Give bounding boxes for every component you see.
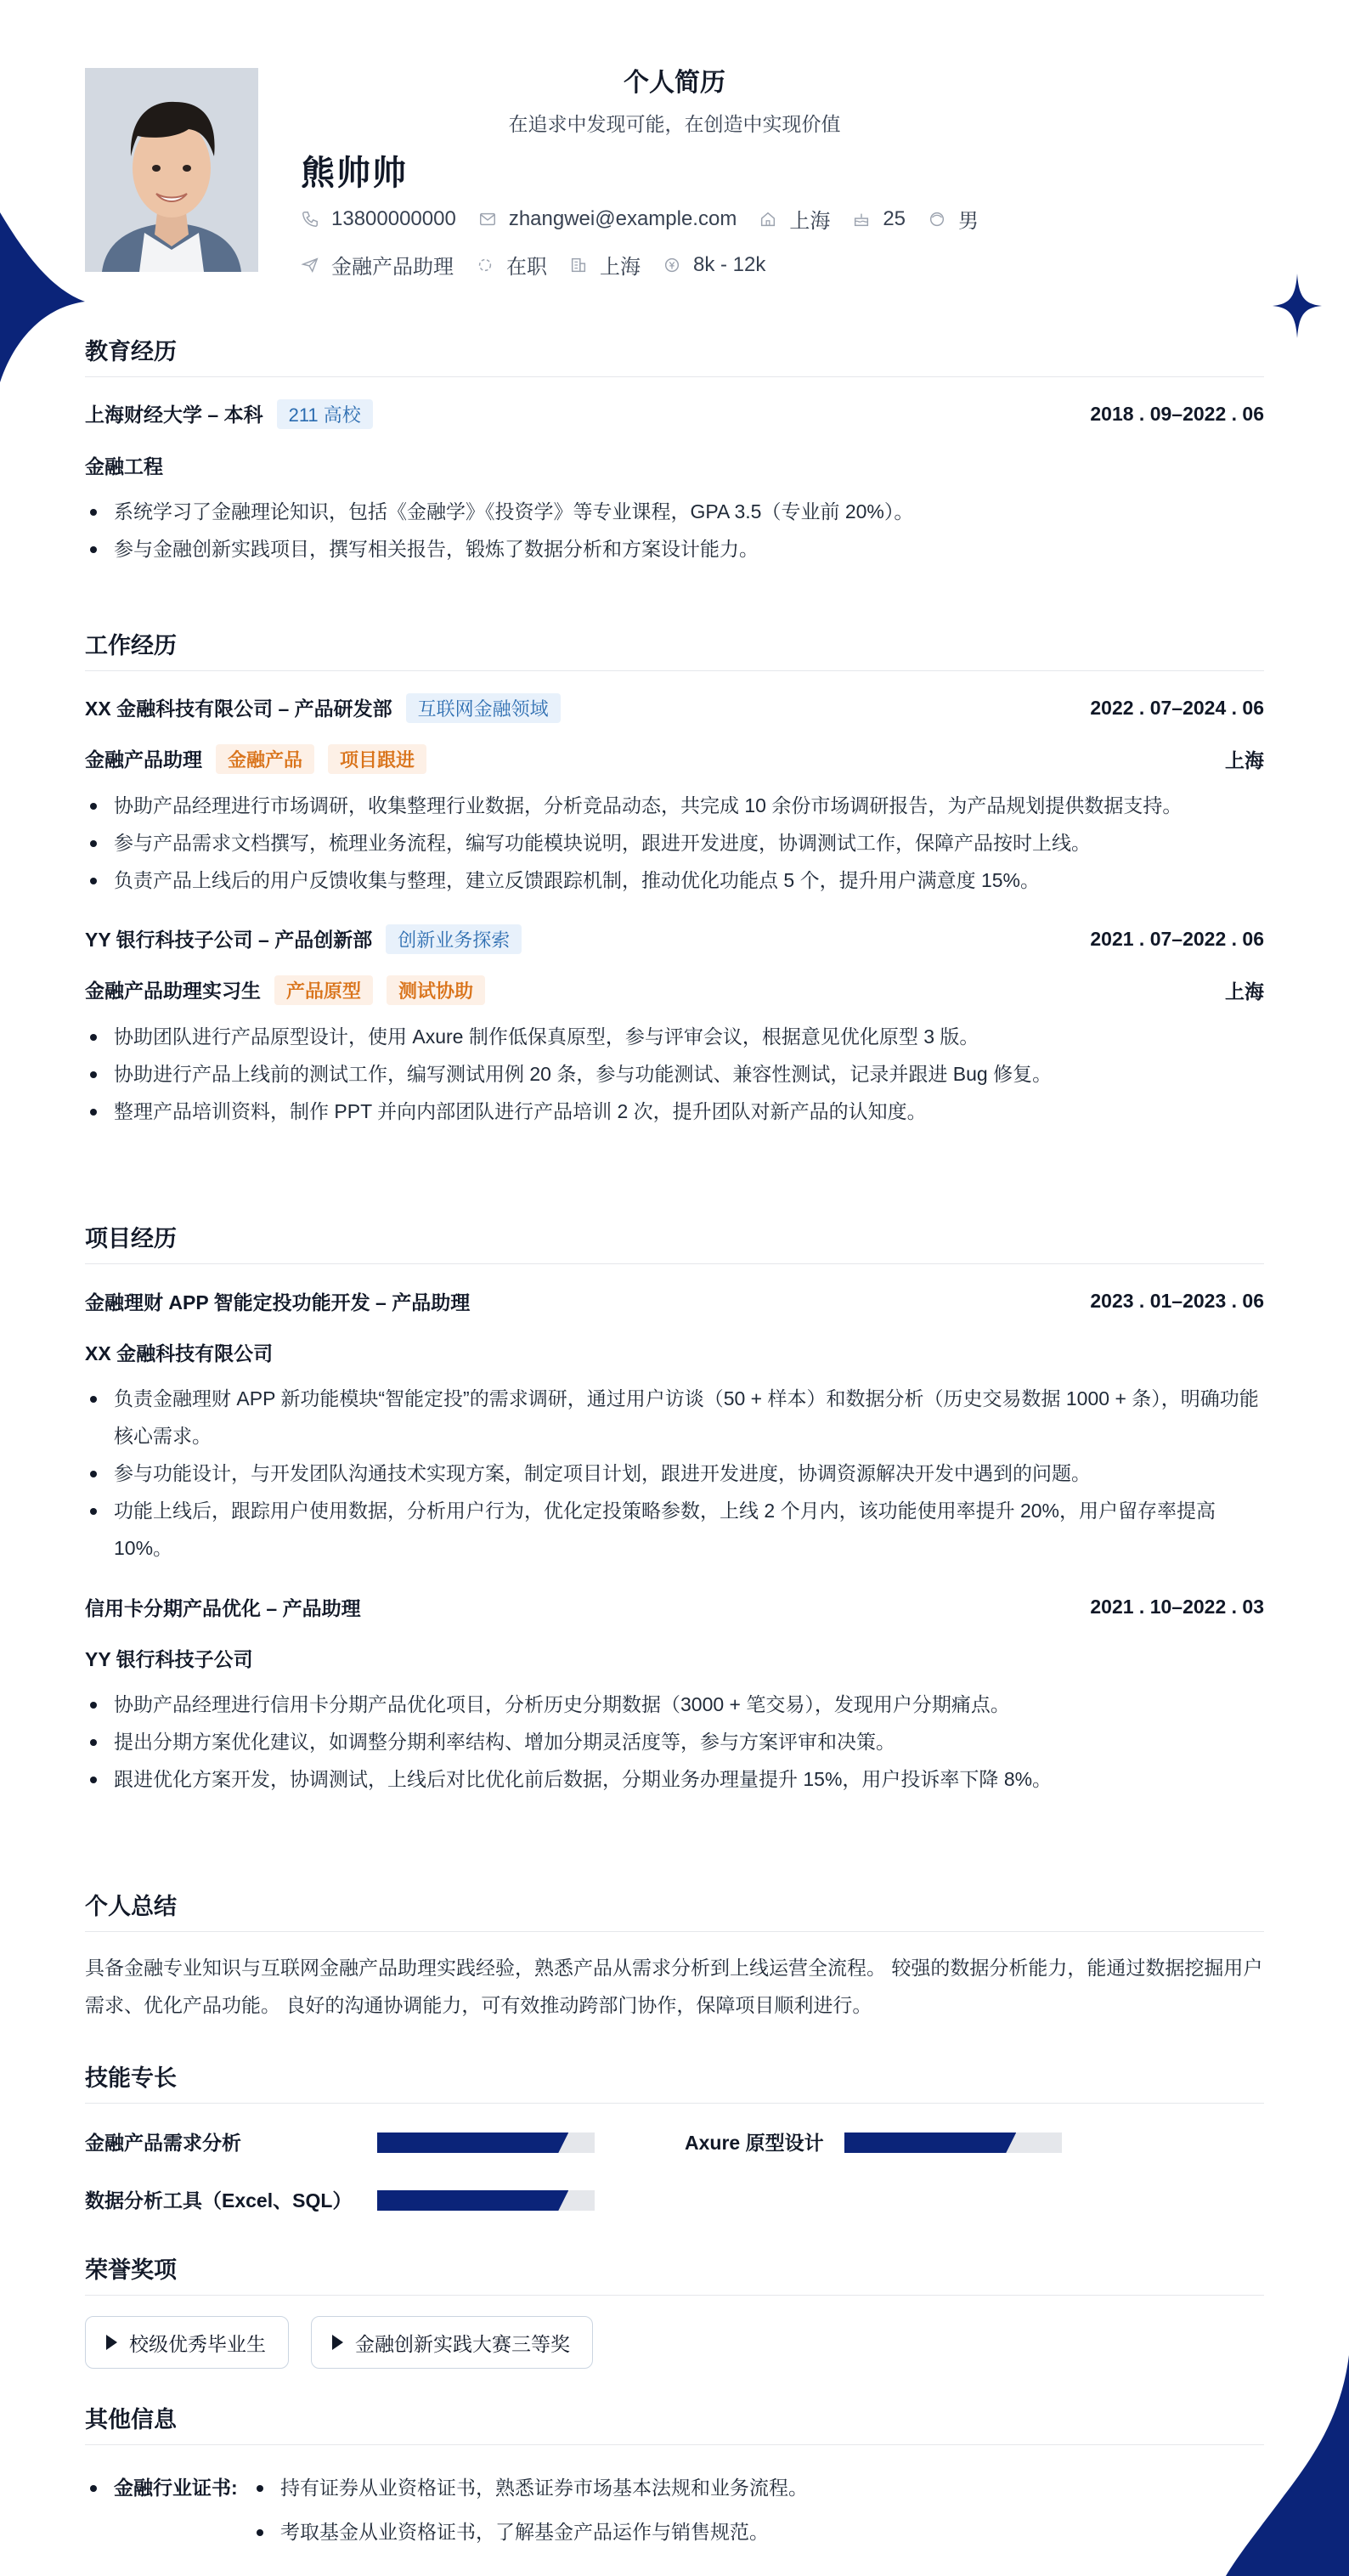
city-text: 上海: [600, 256, 641, 279]
bullet-dot: [90, 2485, 97, 2492]
job-date: 2022 . 07–2024 . 06: [1090, 696, 1264, 719]
list-item: 负责产品上线后的用户反馈收集与整理，建立反馈跟踪机制，推动优化功能点 5 个，提升用户满意度 15%。: [85, 861, 1264, 899]
skill-tag: 测试协助: [387, 975, 485, 1005]
phone-text: 13800000000: [331, 206, 456, 230]
skill-bar: [844, 2133, 1062, 2153]
job-role-row: [85, 975, 1264, 1004]
document-title: 个人简历: [624, 69, 725, 97]
list-item: 整理产品培训资料，制作 PPT 并向内部团队进行产品培训 2 次，提升团队对新产品的认知度。: [85, 1093, 1264, 1130]
job-bullets: [85, 787, 1264, 899]
job-tag: 互联网金融领域: [406, 693, 561, 723]
project-org: YY 银行科技子公司: [85, 1647, 253, 1670]
education-bullets: [85, 493, 1264, 568]
list-item: 系统学习了金融理论知识，包括《金融学》《投资学》等专业课程，GPA 3.5（专业前 20%）。: [85, 493, 1264, 530]
list-item: 协助产品经理进行市场调研，收集整理行业数据，分析竞品动态，共完成 10 余份市场调研报告，为产品规划提供数据支持。: [85, 787, 1264, 824]
skill-bar-fill: [844, 2133, 1016, 2153]
skill-bar-fill: [377, 2133, 568, 2153]
education-section: [85, 333, 1264, 568]
list-item: 持有证券从业资格证书，熟悉证券市场基本法规和业务流程。: [251, 2469, 1254, 2506]
cake-icon: [852, 210, 871, 229]
city-info: [569, 250, 641, 280]
honor-badge: [85, 2316, 289, 2369]
skill-name: 数据分析工具（Excel、SQL）: [85, 2189, 353, 2212]
job-company: YY 银行科技子公司 – 产品创新部: [85, 928, 373, 951]
honors-section: [85, 2251, 1264, 2379]
project-name: 信用卡分期产品优化 – 产品助理: [85, 1596, 361, 1619]
gender-icon: [928, 210, 946, 229]
document-subtitle: 在追求中发现可能，在创造中实现价值: [508, 113, 841, 135]
project-date: 2021 . 10–2022 . 03: [1090, 1595, 1264, 1618]
phone-info: [301, 207, 456, 231]
project-org: XX 金融科技有限公司: [85, 1342, 274, 1364]
major-name: 金融工程: [85, 455, 163, 477]
send-icon: [301, 256, 319, 274]
salary-text: 8k - 12k: [693, 252, 766, 276]
job-company-wrap: [85, 693, 561, 723]
age-info: [852, 207, 906, 231]
skill-tag: 金融产品: [216, 744, 314, 774]
list-item: 参与金融创新实践项目，撰写相关报告，锻炼了数据分析和方案设计能力。: [85, 530, 1264, 568]
school-wrap: [85, 399, 373, 429]
school-name: 上海财经大学 – 本科: [85, 403, 263, 426]
certificate-label-wrap: [85, 2469, 238, 2506]
project-header-row: [85, 1592, 1264, 1621]
summary-title: 个人总结: [85, 1888, 1264, 1932]
summary-text: 具备金融专业知识与互联网金融产品助理实践经验，熟悉产品从需求分析到上线运营全流程。 较强的数据分析能力，能通过数据挖掘用户需求、优化产品功能。 良好的沟通协调能力，可有效推动跨部门协作，保障项目顺利进行。: [85, 1957, 1263, 2016]
contact-row: [301, 204, 1001, 234]
home-text: 上海: [789, 210, 831, 233]
projects-section: [85, 1220, 1264, 1798]
job-role: 金融产品助理: [85, 748, 202, 771]
list-item: 参与功能设计，与开发团队沟通技术实现方案，制定项目计划，跟进开发进度，协调资源解决开发中遇到的问题。: [85, 1455, 1264, 1492]
job-role: 金融产品助理实习生: [85, 979, 261, 1002]
other-title: 其他信息: [85, 2401, 1264, 2445]
position-info: [301, 250, 454, 280]
skill-bar-fill: [377, 2190, 568, 2211]
list-item: 协助产品经理进行信用卡分期产品优化项目，分析历史分期数据（3000 + 笔交易），发现用户分期痛点。: [85, 1686, 1264, 1723]
play-icon: [332, 2335, 343, 2350]
job-company: XX 金融科技有限公司 – 产品研发部: [85, 697, 392, 720]
email-info: [478, 207, 737, 231]
email-text: zhangwei@example.com: [508, 206, 737, 230]
gender-info: [928, 204, 979, 234]
resume-content: [85, 0, 1264, 2543]
mail-icon: [478, 210, 497, 229]
gender-text: 男: [958, 210, 979, 233]
list-item: 负责金融理财 APP 新功能模块“智能定投”的需求调研，通过用户访谈（50 + 样本）和数据分析（历史交易数据 1000 + 条），明确功能核心需求。: [85, 1380, 1264, 1455]
star-icon: [1273, 274, 1322, 338]
other-section: [85, 2401, 1264, 2562]
job-bullets: [85, 1018, 1264, 1130]
avatar: [85, 68, 258, 272]
honor-text: 金融创新实践大赛三等奖: [355, 2332, 570, 2355]
skills-title: 技能专长: [85, 2059, 1264, 2104]
skill-name: Axure 原型设计: [685, 2132, 824, 2154]
project-org-row: [85, 1643, 1264, 1672]
honors-title: 荣誉奖项: [85, 2251, 1264, 2296]
list-item: 提出分期方案优化建议，如调整分期利率结构、增加分期灵活度等，参与方案评审和决策。: [85, 1723, 1264, 1760]
job-header-row: [85, 924, 1264, 953]
project-header-row: [85, 1286, 1264, 1315]
major-row: [85, 450, 1264, 479]
skill-bar: [377, 2133, 595, 2153]
skill-tag: 项目跟进: [328, 744, 426, 774]
salary-info: [663, 253, 765, 277]
project-org-row: [85, 1337, 1264, 1366]
certificate-list: [251, 2469, 1254, 2551]
list-item: 协助团队进行产品原型设计，使用 Axure 制作低保真原型，参与评审会议，根据意见优化原型 3 版。: [85, 1018, 1264, 1055]
list-item: 参与产品需求文档撰写，梳理业务流程，编写功能模块说明，跟进开发进度，协调测试工作，保障产品按时上线。: [85, 824, 1264, 861]
building-icon: [569, 256, 588, 274]
project-name: 金融理财 APP 智能定投功能开发 – 产品助理: [85, 1291, 471, 1313]
list-item: 协助进行产品上线前的测试工作，编写测试用例 20 条，参与功能测试、兼容性测试，记录并跟进 Bug 修复。: [85, 1055, 1264, 1093]
skill-bar: [377, 2190, 595, 2211]
phone-icon: [301, 210, 319, 229]
job-tag: 创新业务探索: [386, 924, 522, 954]
education-header-row: [85, 399, 1264, 428]
home-icon: [759, 210, 777, 229]
education-date: 2018 . 09–2022 . 06: [1090, 402, 1264, 425]
summary-section: [85, 1888, 1264, 2024]
job-role-wrap: [85, 744, 426, 774]
job-role-row: [85, 744, 1264, 773]
job-intent-row: [301, 250, 787, 280]
status-info: [476, 250, 547, 280]
project-bullets: [85, 1686, 1264, 1798]
honor-badge: [311, 2316, 593, 2369]
list-item: 考取基金从业资格证书，了解基金产品运作与销售规范。: [251, 2513, 1254, 2551]
work-section: [85, 627, 1264, 1130]
education-title: 教育经历: [85, 333, 1264, 377]
loading-icon: [476, 256, 494, 274]
honor-text: 校级优秀毕业生: [129, 2332, 266, 2355]
certificate-label: 金融行业证书:: [114, 2477, 238, 2499]
job-company-wrap: [85, 924, 522, 954]
candidate-name: 熊帅帅: [301, 155, 408, 192]
job-date: 2021 . 07–2022 . 06: [1090, 927, 1264, 950]
skills-section: [85, 2059, 1264, 2229]
money-icon: [663, 256, 681, 274]
skill-name: 金融产品需求分析: [85, 2132, 241, 2154]
skill-tag: 产品原型: [274, 975, 373, 1005]
list-item: 跟进优化方案开发，协调测试，上线后对比优化前后数据，分期业务办理量提升 15%，用户投诉率下降 8%。: [85, 1760, 1264, 1798]
project-bullets: [85, 1380, 1264, 1567]
play-icon: [106, 2335, 117, 2350]
list-item: 功能上线后，跟踪用户使用数据，分析用户行为，优化定投策略参数，上线 2 个月内，该功能使用率提升 20%，用户留存率提高 10%。: [85, 1492, 1264, 1567]
project-date: 2023 . 01–2023 . 06: [1090, 1289, 1264, 1312]
resume-header: [85, 0, 1264, 340]
work-title: 工作经历: [85, 627, 1264, 671]
school-tag: 211 高校: [277, 399, 373, 429]
job-location: 上海: [1225, 980, 1264, 1003]
position-text: 金融产品助理: [331, 256, 454, 279]
age-text: 25: [883, 206, 906, 230]
job-role-wrap: [85, 975, 485, 1005]
job-header-row: [85, 693, 1264, 722]
home-info: [759, 204, 830, 234]
projects-title: 项目经历: [85, 1220, 1264, 1264]
job-location: 上海: [1225, 749, 1264, 771]
status-text: 在职: [506, 256, 547, 279]
